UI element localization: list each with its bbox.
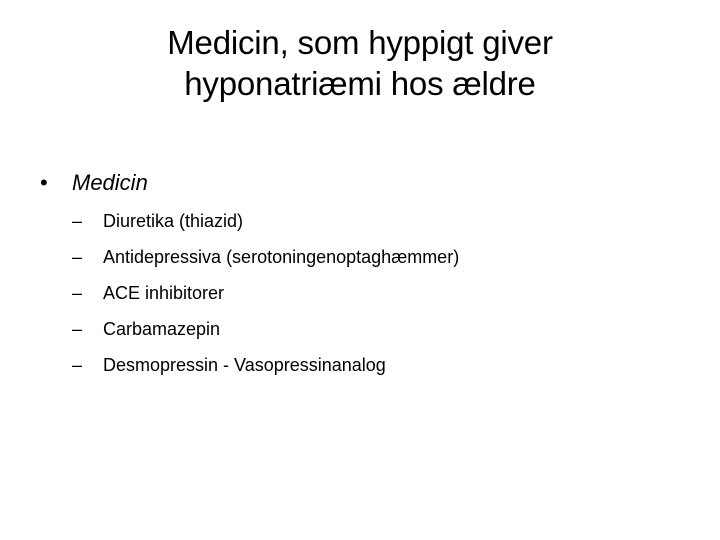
dash-marker: – — [72, 247, 83, 267]
list-item — [36, 320, 676, 356]
medicine-list — [36, 212, 676, 392]
list-item — [36, 284, 676, 320]
list-item-text: ACE inhibitorer — [103, 283, 225, 303]
title-line-1: Medicin, som hyppigt giver — [167, 24, 553, 61]
list-item-text: Antidepressiva (serotoningenoptaghæmmer) — [103, 247, 460, 267]
list-item-text: Desmopressin - Vasopressinanalog — [103, 355, 386, 375]
dash-marker: – — [72, 283, 83, 303]
list-item-text: Diuretika (thiazid) — [103, 211, 244, 231]
list-item — [36, 212, 676, 248]
dash-marker: – — [72, 319, 83, 339]
bullet-text: Medicin — [72, 170, 148, 195]
slide-title — [36, 22, 684, 105]
title-line-2: hyponatriæmi hos ældre — [184, 65, 536, 103]
slide-body — [36, 170, 676, 392]
bullet-medicin — [36, 170, 676, 204]
dash-marker: – — [72, 355, 83, 375]
list-item — [36, 248, 676, 284]
bullet-marker: • — [40, 170, 48, 195]
dash-marker: – — [72, 211, 83, 231]
list-item-text: Carbamazepin — [103, 319, 221, 339]
list-item — [36, 356, 676, 392]
